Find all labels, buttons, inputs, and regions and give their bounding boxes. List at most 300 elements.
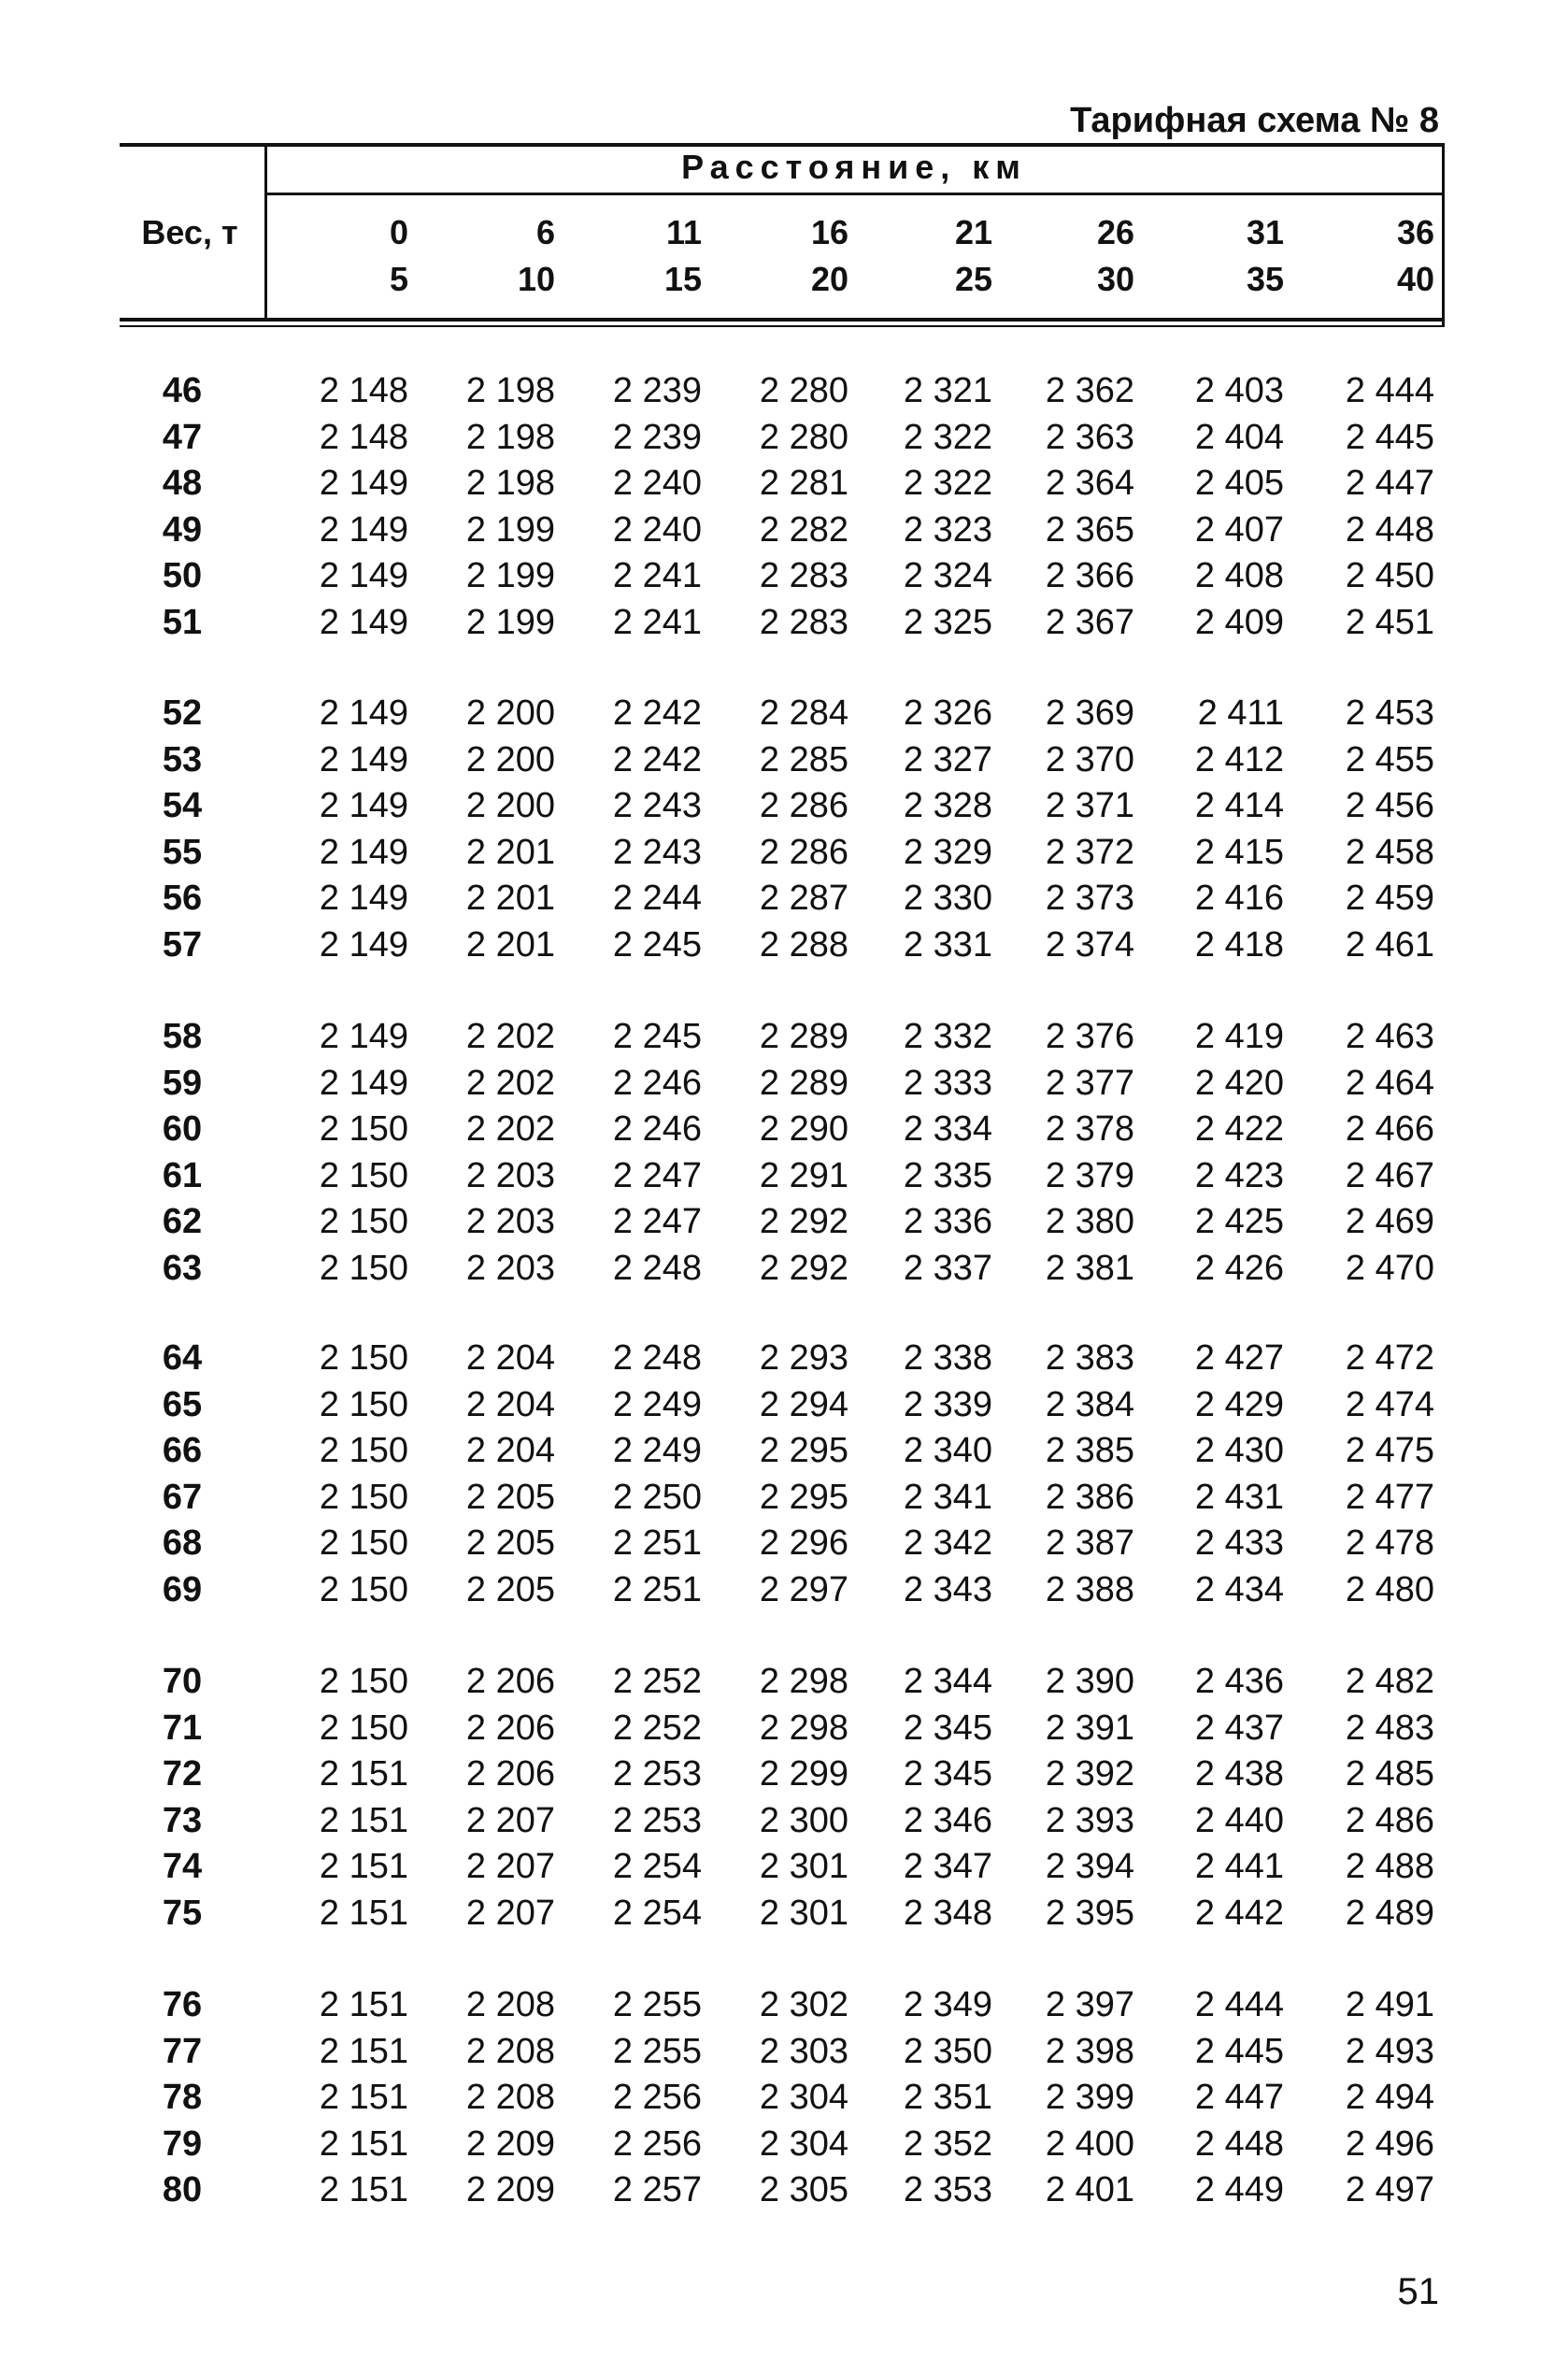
tariff-cell: 2 349 [903,1985,992,2024]
weight-cell: 61 [162,1155,203,1195]
tariff-cell: 2 472 [1345,1338,1434,1378]
tariff-cell: 2 420 [1194,1063,1284,1103]
column-header-to: 5 [389,260,408,298]
column-header-from: 36 [1396,213,1434,251]
tariff-cell: 2 240 [612,464,702,504]
tariff-cell: 2 203 [465,1155,555,1195]
tariff-cell: 2 242 [612,739,702,779]
tariff-cell: 2 255 [612,1985,702,2024]
distance-title: Расстояние, км [681,148,1027,186]
tariff-cell: 2 206 [465,1708,555,1748]
tariff-cell: 2 286 [759,832,848,872]
tariff-cell: 2 202 [465,1109,555,1150]
tariff-cell: 2 336 [903,1202,992,1242]
tariff-cell: 2 243 [612,786,702,826]
table-caption: Тарифная схема № 8 [1070,101,1439,140]
tariff-cell: 2 150 [319,1477,408,1517]
tariff-cell: 2 489 [1345,1894,1434,1933]
weight-cell: 55 [162,832,203,872]
tariff-cell: 2 426 [1194,1249,1284,1288]
tariff-cell: 2 299 [759,1754,848,1794]
tariff-cell: 2 202 [465,1017,555,1056]
tariff-cell: 2 343 [903,1570,992,1609]
tariff-cell: 2 246 [612,1063,702,1103]
column-header-from: 6 [535,213,555,251]
tariff-cell: 2 208 [465,2031,555,2071]
tariff-cell: 2 362 [1045,371,1134,410]
tariff-cell: 2 470 [1345,1249,1434,1288]
tariff-cell: 2 207 [465,1847,555,1887]
weight-cell: 56 [162,879,203,919]
tariff-cell: 2 239 [612,417,702,457]
column-header-to: 35 [1246,260,1284,298]
weight-cell: 57 [162,925,203,965]
tariff-cell: 2 466 [1345,1109,1434,1150]
tariff-cell: 2 149 [319,556,408,596]
weight-cell: 50 [162,556,203,596]
tariff-cell: 2 324 [903,556,992,596]
tariff-cell: 2 338 [903,1338,992,1378]
column-header-to: 20 [810,260,848,298]
tariff-cell: 2 340 [903,1431,992,1471]
tariff-cell: 2 322 [903,464,992,504]
tariff-cell: 2 150 [319,1109,408,1150]
tariff-cell: 2 351 [903,2078,992,2118]
tariff-cell: 2 346 [903,1800,992,1840]
tariff-cell: 2 253 [612,1800,702,1840]
tariff-cell: 2 445 [1345,417,1434,457]
tariff-cell: 2 240 [612,509,702,550]
tariff-cell: 2 331 [903,925,992,965]
tariff-cell: 2 289 [759,1063,848,1103]
tariff-cell: 2 149 [319,693,408,733]
tariff-cell: 2 149 [319,786,408,826]
weight-cell: 77 [162,2031,203,2071]
tariff-cell: 2 403 [1194,371,1284,410]
tariff-cell: 2 204 [465,1384,555,1424]
tariff-cell: 2 393 [1045,1800,1134,1840]
tariff-cell: 2 409 [1194,603,1284,642]
tariff-cell: 2 305 [759,2170,848,2210]
tariff-cell: 2 208 [465,1985,555,2024]
tariff-cell: 2 298 [759,1708,848,1748]
tariff-cell: 2 149 [319,879,408,919]
weight-cell: 48 [162,464,203,504]
tariff-cell: 2 379 [1045,1155,1134,1195]
weight-cell: 52 [162,693,203,733]
tariff-cell: 2 488 [1345,1847,1434,1887]
tariff-cell: 2 205 [465,1570,555,1609]
weight-cell: 59 [162,1063,203,1103]
tariff-cell: 2 456 [1345,786,1434,826]
tariff-cell: 2 241 [612,556,702,596]
tariff-cell: 2 245 [612,1017,702,1056]
tariff-cell: 2 451 [1345,603,1434,642]
tariff-cell: 2 436 [1194,1662,1284,1701]
tariff-cell: 2 337 [903,1249,992,1288]
tariff-cell: 2 405 [1194,464,1284,504]
tariff-cell: 2 301 [759,1894,848,1933]
tariff-cell: 2 496 [1345,2123,1434,2164]
tariff-cell: 2 444 [1194,1985,1284,2024]
tariff-cell: 2 328 [903,786,992,826]
tariff-cell: 2 372 [1045,832,1134,872]
weight-cell: 46 [162,371,203,410]
tariff-cell: 2 399 [1045,2078,1134,2118]
weight-cell: 68 [162,1523,203,1564]
tariff-cell: 2 283 [759,603,848,642]
tariff-cell: 2 281 [759,464,848,504]
tariff-cell: 2 444 [1345,371,1434,410]
tariff-cell: 2 478 [1345,1523,1434,1564]
tariff-cell: 2 247 [612,1202,702,1242]
tariff-cell: 2 248 [612,1249,702,1288]
tariff-cell: 2 150 [319,1570,408,1609]
tariff-cell: 2 447 [1345,464,1434,504]
tariff-cell: 2 203 [465,1202,555,1242]
weight-cell: 51 [162,603,203,642]
tariff-cell: 2 407 [1194,509,1284,550]
tariff-cell: 2 390 [1045,1662,1134,1701]
weight-cell: 70 [162,1662,203,1701]
tariff-cell: 2 385 [1045,1431,1134,1471]
tariff-cell: 2 256 [612,2078,702,2118]
tariff-cell: 2 474 [1345,1384,1434,1424]
tariff-cell: 2 207 [465,1800,555,1840]
tariff-cell: 2 291 [759,1155,848,1195]
tariff-cell: 2 347 [903,1847,992,1887]
tariff-cell: 2 477 [1345,1477,1434,1517]
tariff-cell: 2 376 [1045,1017,1134,1056]
weight-cell: 66 [162,1431,203,1471]
tariff-cell: 2 401 [1045,2170,1134,2210]
tariff-cell: 2 327 [903,739,992,779]
tariff-cell: 2 371 [1045,786,1134,826]
tariff-cell: 2 257 [612,2170,702,2210]
tariff-cell: 2 497 [1345,2170,1434,2210]
weight-cell: 71 [162,1708,203,1748]
tariff-cell: 2 341 [903,1477,992,1517]
tariff-cell: 2 392 [1045,1754,1134,1794]
column-header-from: 0 [389,213,408,251]
column-header-from: 11 [665,213,702,251]
tariff-cell: 2 207 [465,1894,555,1933]
tariff-cell: 2 397 [1045,1985,1134,2024]
header-bottom-rule [120,318,1445,322]
tariff-cell: 2 150 [319,1249,408,1288]
tariff-cell: 2 295 [759,1477,848,1517]
tariff-cell: 2 321 [903,371,992,410]
tariff-cell: 2 245 [612,925,702,965]
tariff-cell: 2 151 [319,2123,408,2164]
column-header-from: 31 [1246,213,1284,251]
tariff-cell: 2 345 [903,1754,992,1794]
tariff-cell: 2 370 [1045,739,1134,779]
tariff-cell: 2 150 [319,1708,408,1748]
tariff-cell: 2 342 [903,1523,992,1564]
tariff-cell: 2 377 [1045,1063,1134,1103]
weight-cell: 63 [162,1249,203,1288]
weight-cell: 49 [162,509,203,550]
tariff-cell: 2 297 [759,1570,848,1609]
tariff-cell: 2 302 [759,1985,848,2024]
weight-cell: 74 [162,1847,203,1887]
tariff-cell: 2 293 [759,1338,848,1378]
tariff-cell: 2 323 [903,509,992,550]
tariff-cell: 2 239 [612,371,702,410]
tariff-cell: 2 205 [465,1523,555,1564]
column-header-to: 15 [663,260,702,298]
tariff-cell: 2 282 [759,509,848,550]
tariff-cell: 2 149 [319,925,408,965]
tariff-cell: 2 294 [759,1384,848,1424]
tariff-cell: 2 149 [319,464,408,504]
tariff-cell: 2 367 [1045,603,1134,642]
page-number: 51 [1397,2271,1439,2312]
tariff-cell: 2 151 [319,1894,408,1933]
column-header-from: 21 [954,213,992,251]
tariff-cell: 2 252 [612,1708,702,1748]
tariff-cell: 2 491 [1345,1985,1434,2024]
tariff-cell: 2 363 [1045,417,1134,457]
weight-cell: 69 [162,1570,203,1609]
tariff-cell: 2 433 [1194,1523,1284,1564]
tariff-cell: 2 199 [465,509,555,550]
tariff-cell: 2 344 [903,1662,992,1701]
tariff-cell: 2 244 [612,879,702,919]
tariff-cell: 2 475 [1345,1431,1434,1471]
tariff-cell: 2 149 [319,832,408,872]
tariff-cell: 2 445 [1194,2031,1284,2071]
tariff-cell: 2 151 [319,1847,408,1887]
tariff-cell: 2 459 [1345,879,1434,919]
tariff-cell: 2 482 [1345,1662,1434,1701]
tariff-cell: 2 284 [759,693,848,733]
tariff-cell: 2 429 [1194,1384,1284,1424]
tariff-cell: 2 203 [465,1249,555,1288]
tariff-cell: 2 334 [903,1109,992,1150]
tariff-cell: 2 373 [1045,879,1134,919]
tariff-cell: 2 249 [612,1431,702,1471]
tariff-cell: 2 251 [612,1570,702,1609]
tariff-cell: 2 148 [319,417,408,457]
tariff-cell: 2 200 [465,693,555,733]
tariff-cell: 2 325 [903,603,992,642]
tariff-cell: 2 295 [759,1431,848,1471]
weight-column-header: Вес, т [141,213,238,251]
tariff-cell: 2 463 [1345,1017,1434,1056]
tariff-cell: 2 149 [319,739,408,779]
tariff-cell: 2 151 [319,2170,408,2210]
tariff-cell: 2 150 [319,1431,408,1471]
tariff-cell: 2 205 [465,1477,555,1517]
tariff-cell: 2 345 [903,1708,992,1748]
tariff-cell: 2 353 [903,2170,992,2210]
tariff-cell: 2 449 [1194,2170,1284,2210]
tariff-cell: 2 415 [1194,832,1284,872]
tariff-cell: 2 352 [903,2123,992,2164]
column-header-to: 25 [954,260,992,298]
tariff-cell: 2 485 [1345,1754,1434,1794]
weight-cell: 75 [162,1894,203,1933]
weight-cell: 73 [162,1800,203,1840]
tariff-cell: 2 283 [759,556,848,596]
tariff-cell: 2 333 [903,1063,992,1103]
tariff-cell: 2 332 [903,1017,992,1056]
tariff-cell: 2 434 [1194,1570,1284,1609]
tariff-cell: 2 369 [1045,693,1134,733]
tariff-cell: 2 438 [1194,1754,1284,1794]
header-bottom-rule-thin [120,325,1445,327]
tariff-cell: 2 425 [1194,1202,1284,1242]
column-header-from: 16 [810,213,848,251]
tariff-cell: 2 290 [759,1109,848,1150]
weight-cell: 72 [162,1754,203,1794]
tariff-cell: 2 335 [903,1155,992,1195]
tariff-cell: 2 381 [1045,1249,1134,1288]
tariff-cell: 2 441 [1194,1847,1284,1887]
tariff-cell: 2 198 [465,417,555,457]
tariff-cell: 2 150 [319,1523,408,1564]
tariff-cell: 2 243 [612,832,702,872]
distance-title-rule [264,193,1444,195]
tariff-cell: 2 383 [1045,1338,1134,1378]
tariff-cell: 2 252 [612,1662,702,1701]
tariff-cell: 2 448 [1194,2123,1284,2164]
tariff-cell: 2 437 [1194,1708,1284,1748]
weight-cell: 60 [162,1109,203,1150]
tariff-cell: 2 241 [612,603,702,642]
tariff-cell: 2 411 [1197,693,1284,733]
tariff-cell: 2 200 [465,786,555,826]
tariff-cell: 2 253 [612,1754,702,1794]
tariff-cell: 2 201 [465,925,555,965]
tariff-cell: 2 208 [465,2078,555,2118]
weight-cell: 79 [162,2123,203,2164]
tariff-cell: 2 280 [759,371,848,410]
tariff-cell: 2 149 [319,1017,408,1056]
column-header-to: 40 [1396,260,1434,298]
tariff-cell: 2 255 [612,2031,702,2071]
tariff-cell: 2 391 [1045,1708,1134,1748]
tariff-cell: 2 251 [612,1523,702,1564]
tariff-cell: 2 150 [319,1155,408,1195]
tariff-cell: 2 416 [1194,879,1284,919]
tariff-cell: 2 442 [1194,1894,1284,1933]
tariff-cell: 2 200 [465,739,555,779]
weight-cell: 54 [162,786,203,826]
tariff-cell: 2 458 [1345,832,1434,872]
tariff-cell: 2 150 [319,1662,408,1701]
column-header-to: 30 [1096,260,1134,298]
tariff-cell: 2 204 [465,1431,555,1471]
tariff-cell: 2 288 [759,925,848,965]
tariff-cell: 2 483 [1345,1708,1434,1748]
tariff-cell: 2 151 [319,2031,408,2071]
tariff-cell: 2 209 [465,2170,555,2210]
tariff-cell: 2 329 [903,832,992,872]
tariff-cell: 2 378 [1045,1109,1134,1150]
weight-cell: 62 [162,1202,203,1242]
tariff-cell: 2 149 [319,509,408,550]
tariff-cell: 2 322 [903,417,992,457]
tariff-cell: 2 440 [1194,1800,1284,1840]
tariff-cell: 2 246 [612,1109,702,1150]
tariff-cell: 2 414 [1194,786,1284,826]
tariff-cell: 2 289 [759,1017,848,1056]
tariff-cell: 2 256 [612,2123,702,2164]
weight-cell: 76 [162,1985,203,2024]
tariff-cell: 2 201 [465,879,555,919]
tariff-cell: 2 280 [759,417,848,457]
tariff-cell: 2 298 [759,1662,848,1701]
tariff-cell: 2 330 [903,879,992,919]
tariff-cell: 2 150 [319,1338,408,1378]
tariff-cell: 2 400 [1045,2123,1134,2164]
tariff-cell: 2 453 [1345,693,1434,733]
weight-cell: 58 [162,1017,203,1056]
tariff-cell: 2 254 [612,1894,702,1933]
weight-cell: 78 [162,2078,203,2118]
tariff-cell: 2 292 [759,1249,848,1288]
column-header-to: 10 [517,260,555,298]
tariff-cell: 2 387 [1045,1523,1134,1564]
tariff-cell: 2 300 [759,1800,848,1840]
tariff-cell: 2 149 [319,1063,408,1103]
weight-cell: 47 [162,417,203,457]
tariff-cell: 2 431 [1194,1477,1284,1517]
tariff-cell: 2 285 [759,739,848,779]
tariff-cell: 2 366 [1045,556,1134,596]
tariff-cell: 2 201 [465,832,555,872]
tariff-cell: 2 148 [319,371,408,410]
tariff-cell: 2 464 [1345,1063,1434,1103]
tariff-cell: 2 365 [1045,509,1134,550]
tariff-cell: 2 430 [1194,1431,1284,1471]
tariff-cell: 2 199 [465,603,555,642]
tariff-cell: 2 242 [612,693,702,733]
tariff-cell: 2 248 [612,1338,702,1378]
tariff-cell: 2 151 [319,1985,408,2024]
tariff-cell: 2 296 [759,1523,848,1564]
tariff-cell: 2 204 [465,1338,555,1378]
tariff-cell: 2 249 [612,1384,702,1424]
tariff-cell: 2 494 [1345,2078,1434,2118]
tariff-cell: 2 350 [903,2031,992,2071]
tariff-cell: 2 150 [319,1202,408,1242]
tariff-cell: 2 404 [1194,417,1284,457]
tariff-cell: 2 384 [1045,1384,1134,1424]
tariff-cell: 2 206 [465,1662,555,1701]
tariff-cell: 2 395 [1045,1894,1134,1933]
tariff-cell: 2 398 [1045,2031,1134,2071]
tariff-cell: 2 150 [319,1384,408,1424]
weight-cell: 80 [162,2170,203,2210]
tariff-cell: 2 480 [1345,1570,1434,1609]
tariff-cell: 2 408 [1194,556,1284,596]
tariff-cell: 2 388 [1045,1570,1134,1609]
tariff-cell: 2 339 [903,1384,992,1424]
tariff-cell: 2 423 [1194,1155,1284,1195]
tariff-cell: 2 198 [465,371,555,410]
tariff-cell: 2 467 [1345,1155,1434,1195]
tariff-cell: 2 301 [759,1847,848,1887]
tariff-cell: 2 422 [1194,1109,1284,1150]
weight-cell: 65 [162,1384,203,1424]
weight-cell: 67 [162,1477,203,1517]
tariff-cell: 2 202 [465,1063,555,1103]
tariff-cell: 2 412 [1194,739,1284,779]
